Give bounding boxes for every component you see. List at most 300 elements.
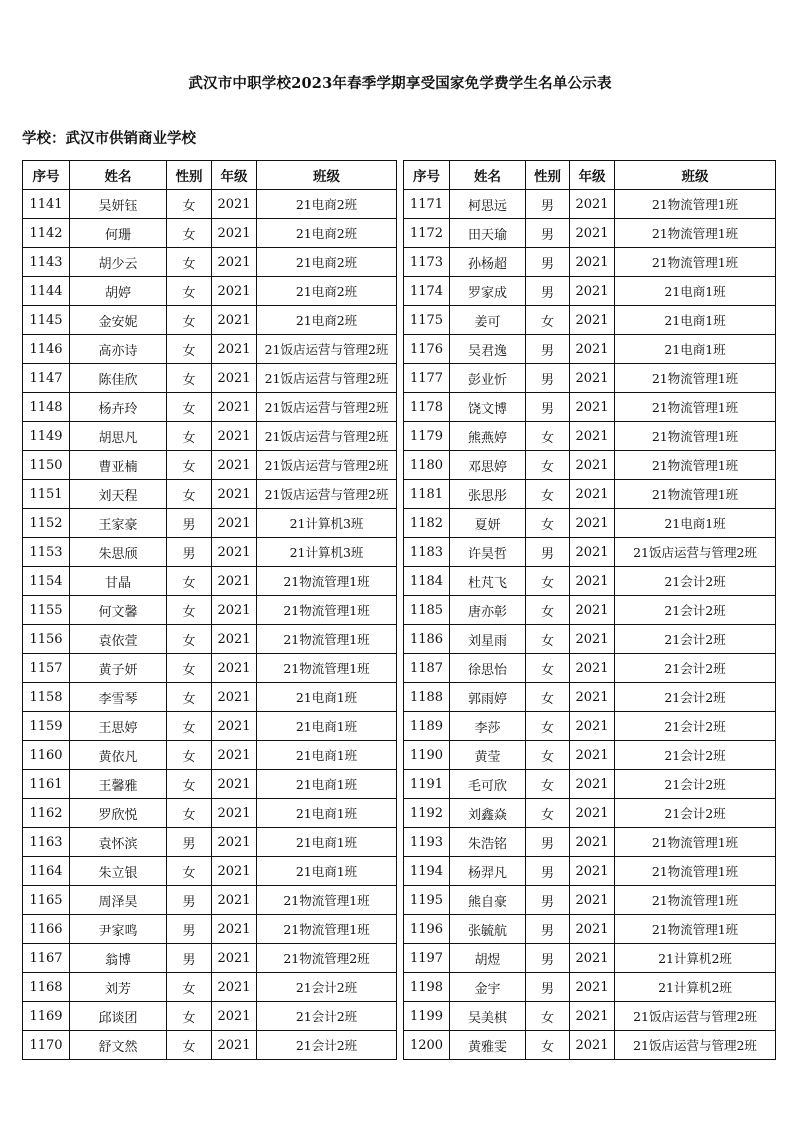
cell-class: 21会计2班 (615, 625, 776, 654)
cell-class: 21电商1班 (257, 770, 397, 799)
table-row (404, 625, 776, 654)
table-row (23, 857, 397, 886)
cell-class: 21会计2班 (615, 596, 776, 625)
cell-gender: 男 (526, 944, 570, 973)
cell-class: 21物流管理1班 (257, 654, 397, 683)
cell-gender: 女 (167, 277, 212, 306)
cell-gender: 男 (526, 393, 570, 422)
table-row (404, 1031, 776, 1060)
cell-grade: 2021 (570, 190, 615, 219)
cell-gender: 男 (526, 364, 570, 393)
cell-class: 21物流管理2班 (257, 944, 397, 973)
cell-gender: 男 (526, 248, 570, 277)
cell-class: 21饭店运营与管理2班 (257, 451, 397, 480)
table-row (23, 1031, 397, 1060)
cell-class: 21物流管理1班 (615, 886, 776, 915)
cell-grade: 2021 (570, 799, 615, 828)
cell-grade: 2021 (212, 944, 257, 973)
cell-name: 熊燕婷 (450, 422, 526, 451)
cell-name: 彭业忻 (450, 364, 526, 393)
cell-class: 21计算机3班 (257, 538, 397, 567)
cell-gender: 女 (167, 393, 212, 422)
cell-name: 李莎 (450, 712, 526, 741)
cell-gender: 女 (526, 683, 570, 712)
cell-name: 罗欣悦 (70, 799, 167, 828)
table-row (404, 480, 776, 509)
cell-grade: 2021 (212, 625, 257, 654)
cell-serial: 1170 (23, 1031, 70, 1060)
cell-class: 21电商1班 (257, 683, 397, 712)
table-row (23, 219, 397, 248)
table-header-row (404, 161, 776, 190)
cell-class: 21会计2班 (615, 683, 776, 712)
cell-name: 罗家成 (450, 277, 526, 306)
cell-name: 杜芃飞 (450, 567, 526, 596)
cell-name: 吴君逸 (450, 335, 526, 364)
table-row (404, 741, 776, 770)
cell-class: 21物流管理1班 (615, 451, 776, 480)
cell-serial: 1142 (23, 219, 70, 248)
cell-class: 21电商1班 (615, 335, 776, 364)
cell-gender: 女 (167, 973, 212, 1002)
table-row (404, 567, 776, 596)
cell-name: 袁怀滨 (70, 828, 167, 857)
cell-gender: 女 (167, 596, 212, 625)
cell-name: 王家豪 (70, 509, 167, 538)
cell-serial: 1180 (404, 451, 450, 480)
cell-serial: 1200 (404, 1031, 450, 1060)
cell-grade: 2021 (212, 915, 257, 944)
cell-gender: 女 (167, 683, 212, 712)
table-row (23, 422, 397, 451)
table-header-row (23, 161, 397, 190)
cell-name: 刘天程 (70, 480, 167, 509)
cell-class: 21计算机3班 (257, 509, 397, 538)
cell-grade: 2021 (212, 335, 257, 364)
cell-serial: 1156 (23, 625, 70, 654)
cell-gender: 女 (526, 509, 570, 538)
cell-serial: 1178 (404, 393, 450, 422)
cell-gender: 男 (526, 277, 570, 306)
cell-name: 陈佳欣 (70, 364, 167, 393)
cell-name: 邓思婷 (450, 451, 526, 480)
table-row (23, 596, 397, 625)
cell-class: 21饭店运营与管理2班 (615, 1002, 776, 1031)
cell-class: 21电商1班 (257, 712, 397, 741)
cell-grade: 2021 (212, 538, 257, 567)
table-row (23, 306, 397, 335)
cell-name: 胡婷 (70, 277, 167, 306)
cell-grade: 2021 (570, 567, 615, 596)
cell-serial: 1193 (404, 828, 450, 857)
cell-grade: 2021 (212, 422, 257, 451)
cell-serial: 1173 (404, 248, 450, 277)
cell-grade: 2021 (212, 248, 257, 277)
table-row (404, 973, 776, 1002)
table-row (404, 944, 776, 973)
cell-grade: 2021 (212, 364, 257, 393)
cell-name: 黄雅雯 (450, 1031, 526, 1060)
cell-gender: 女 (167, 857, 212, 886)
cell-grade: 2021 (570, 596, 615, 625)
cell-grade: 2021 (212, 596, 257, 625)
cell-name: 刘芳 (70, 973, 167, 1002)
cell-name: 金宇 (450, 973, 526, 1002)
table-row (404, 799, 776, 828)
cell-class: 21物流管理1班 (615, 828, 776, 857)
cell-class: 21物流管理1班 (257, 596, 397, 625)
cell-serial: 1143 (23, 248, 70, 277)
cell-gender: 女 (526, 654, 570, 683)
cell-gender: 女 (526, 770, 570, 799)
cell-grade: 2021 (212, 1002, 257, 1031)
cell-class: 21饭店运营与管理2班 (615, 1031, 776, 1060)
cell-class: 21会计2班 (615, 654, 776, 683)
cell-grade: 2021 (212, 509, 257, 538)
cell-serial: 1177 (404, 364, 450, 393)
cell-name: 金安妮 (70, 306, 167, 335)
cell-serial: 1175 (404, 306, 450, 335)
cell-serial: 1187 (404, 654, 450, 683)
cell-name: 胡思凡 (70, 422, 167, 451)
cell-gender: 男 (167, 538, 212, 567)
cell-class: 21会计2班 (257, 973, 397, 1002)
table-row (23, 770, 397, 799)
cell-name: 孙杨超 (450, 248, 526, 277)
cell-serial: 1166 (23, 915, 70, 944)
cell-class: 21物流管理1班 (615, 364, 776, 393)
cell-serial: 1172 (404, 219, 450, 248)
cell-gender: 女 (526, 712, 570, 741)
table-row (23, 451, 397, 480)
cell-serial: 1179 (404, 422, 450, 451)
cell-grade: 2021 (212, 219, 257, 248)
table-row (404, 1002, 776, 1031)
cell-serial: 1190 (404, 741, 450, 770)
header-gender: 性别 (167, 161, 212, 190)
cell-gender: 女 (167, 248, 212, 277)
cell-class: 21物流管理1班 (615, 915, 776, 944)
cell-gender: 女 (167, 654, 212, 683)
header-name: 姓名 (70, 161, 167, 190)
cell-class: 21电商1班 (257, 828, 397, 857)
cell-class: 21物流管理1班 (257, 886, 397, 915)
cell-gender: 女 (526, 799, 570, 828)
cell-class: 21计算机2班 (615, 973, 776, 1002)
cell-gender: 女 (167, 567, 212, 596)
cell-class: 21会计2班 (615, 770, 776, 799)
cell-class: 21饭店运营与管理2班 (257, 480, 397, 509)
table-row (404, 596, 776, 625)
cell-class: 21饭店运营与管理2班 (257, 422, 397, 451)
cell-grade: 2021 (212, 567, 257, 596)
cell-grade: 2021 (570, 335, 615, 364)
cell-name: 王思婷 (70, 712, 167, 741)
table-row (404, 828, 776, 857)
school-name: 学校：武汉市供销商业学校 (22, 130, 196, 147)
cell-serial: 1146 (23, 335, 70, 364)
cell-class: 21物流管理1班 (257, 567, 397, 596)
cell-class: 21会计2班 (257, 1002, 397, 1031)
cell-name: 刘星雨 (450, 625, 526, 654)
cell-serial: 1155 (23, 596, 70, 625)
cell-class: 21饭店运营与管理2班 (615, 538, 776, 567)
table-row (23, 828, 397, 857)
cell-name: 朱思颀 (70, 538, 167, 567)
cell-class: 21物流管理1班 (615, 248, 776, 277)
cell-serial: 1151 (23, 480, 70, 509)
cell-gender: 女 (526, 596, 570, 625)
cell-grade: 2021 (570, 219, 615, 248)
table-row (404, 915, 776, 944)
cell-name: 周泽昊 (70, 886, 167, 915)
cell-grade: 2021 (570, 683, 615, 712)
cell-name: 高亦诗 (70, 335, 167, 364)
cell-name: 舒文然 (70, 1031, 167, 1060)
cell-serial: 1191 (404, 770, 450, 799)
table-row (23, 712, 397, 741)
cell-gender: 女 (167, 306, 212, 335)
cell-grade: 2021 (212, 683, 257, 712)
table-row (23, 799, 397, 828)
table-row (23, 567, 397, 596)
cell-gender: 女 (167, 741, 212, 770)
cell-serial: 1152 (23, 509, 70, 538)
cell-serial: 1199 (404, 1002, 450, 1031)
cell-grade: 2021 (570, 393, 615, 422)
table-row (404, 886, 776, 915)
cell-class: 21饭店运营与管理2班 (257, 335, 397, 364)
table-row (404, 654, 776, 683)
cell-name: 吴美棋 (450, 1002, 526, 1031)
cell-gender: 女 (167, 1031, 212, 1060)
cell-serial: 1196 (404, 915, 450, 944)
cell-serial: 1157 (23, 654, 70, 683)
cell-grade: 2021 (570, 509, 615, 538)
cell-class: 21会计2班 (615, 567, 776, 596)
cell-name: 胡少云 (70, 248, 167, 277)
table-row (23, 625, 397, 654)
cell-serial: 1159 (23, 712, 70, 741)
cell-gender: 女 (526, 1031, 570, 1060)
cell-serial: 1197 (404, 944, 450, 973)
cell-serial: 1153 (23, 538, 70, 567)
cell-serial: 1184 (404, 567, 450, 596)
cell-serial: 1158 (23, 683, 70, 712)
cell-gender: 男 (167, 944, 212, 973)
header-name: 姓名 (450, 161, 526, 190)
cell-gender: 男 (167, 915, 212, 944)
table-row (404, 712, 776, 741)
header-serial: 序号 (23, 161, 70, 190)
cell-gender: 女 (526, 451, 570, 480)
table-row (23, 683, 397, 712)
cell-grade: 2021 (570, 944, 615, 973)
cell-gender: 女 (526, 1002, 570, 1031)
cell-name: 郭雨婷 (450, 683, 526, 712)
cell-gender: 男 (526, 828, 570, 857)
cell-gender: 男 (526, 335, 570, 364)
cell-grade: 2021 (570, 306, 615, 335)
cell-serial: 1145 (23, 306, 70, 335)
table-row (404, 393, 776, 422)
cell-class: 21电商2班 (257, 248, 397, 277)
cell-serial: 1174 (404, 277, 450, 306)
cell-name: 柯思远 (450, 190, 526, 219)
cell-name: 翁博 (70, 944, 167, 973)
table-row (23, 509, 397, 538)
cell-serial: 1163 (23, 828, 70, 857)
table-row (23, 248, 397, 277)
cell-name: 袁依萱 (70, 625, 167, 654)
cell-class: 21饭店运营与管理2班 (257, 393, 397, 422)
cell-serial: 1181 (404, 480, 450, 509)
table-row (23, 190, 397, 219)
cell-name: 邱谈团 (70, 1002, 167, 1031)
cell-grade: 2021 (570, 741, 615, 770)
cell-grade: 2021 (570, 857, 615, 886)
cell-grade: 2021 (212, 1031, 257, 1060)
cell-name: 夏妍 (450, 509, 526, 538)
cell-serial: 1169 (23, 1002, 70, 1031)
table-row (23, 277, 397, 306)
cell-gender: 男 (526, 973, 570, 1002)
cell-serial: 1185 (404, 596, 450, 625)
cell-class: 21电商1班 (257, 799, 397, 828)
cell-name: 曹亚楠 (70, 451, 167, 480)
cell-grade: 2021 (570, 277, 615, 306)
cell-name: 张思彤 (450, 480, 526, 509)
cell-gender: 女 (526, 306, 570, 335)
cell-class: 21饭店运营与管理2班 (257, 364, 397, 393)
table-row (404, 683, 776, 712)
cell-grade: 2021 (212, 190, 257, 219)
cell-grade: 2021 (570, 625, 615, 654)
cell-grade: 2021 (570, 1002, 615, 1031)
cell-serial: 1195 (404, 886, 450, 915)
cell-grade: 2021 (570, 364, 615, 393)
cell-serial: 1192 (404, 799, 450, 828)
cell-grade: 2021 (212, 393, 257, 422)
cell-name: 李雪琴 (70, 683, 167, 712)
cell-gender: 女 (167, 770, 212, 799)
table-row (404, 277, 776, 306)
cell-serial: 1160 (23, 741, 70, 770)
cell-serial: 1165 (23, 886, 70, 915)
cell-gender: 男 (526, 857, 570, 886)
cell-gender: 男 (526, 219, 570, 248)
cell-name: 何珊 (70, 219, 167, 248)
cell-grade: 2021 (212, 799, 257, 828)
cell-serial: 1144 (23, 277, 70, 306)
cell-grade: 2021 (570, 886, 615, 915)
cell-grade: 2021 (212, 277, 257, 306)
table-row (23, 480, 397, 509)
cell-grade: 2021 (212, 712, 257, 741)
cell-serial: 1176 (404, 335, 450, 364)
cell-serial: 1194 (404, 857, 450, 886)
cell-gender: 女 (526, 741, 570, 770)
cell-gender: 男 (167, 828, 212, 857)
cell-grade: 2021 (212, 973, 257, 1002)
cell-gender: 男 (526, 538, 570, 567)
cell-name: 何文馨 (70, 596, 167, 625)
cell-gender: 男 (167, 886, 212, 915)
cell-name: 毛可欣 (450, 770, 526, 799)
cell-grade: 2021 (570, 712, 615, 741)
table-row (23, 654, 397, 683)
cell-serial: 1183 (404, 538, 450, 567)
cell-serial: 1141 (23, 190, 70, 219)
cell-serial: 1148 (23, 393, 70, 422)
cell-gender: 女 (167, 451, 212, 480)
table-row (404, 422, 776, 451)
cell-class: 21电商2班 (257, 306, 397, 335)
cell-gender: 女 (526, 625, 570, 654)
cell-gender: 女 (167, 219, 212, 248)
cell-class: 21电商2班 (257, 190, 397, 219)
cell-gender: 女 (167, 1002, 212, 1031)
cell-serial: 1186 (404, 625, 450, 654)
table-row (23, 944, 397, 973)
cell-name: 黄莹 (450, 741, 526, 770)
cell-serial: 1188 (404, 683, 450, 712)
cell-serial: 1182 (404, 509, 450, 538)
cell-name: 唐亦彰 (450, 596, 526, 625)
cell-serial: 1147 (23, 364, 70, 393)
cell-class: 21电商2班 (257, 219, 397, 248)
table-row (23, 364, 397, 393)
cell-serial: 1189 (404, 712, 450, 741)
table-row (404, 248, 776, 277)
table-row (23, 915, 397, 944)
table-row (404, 364, 776, 393)
page-title: 武汉市中职学校2023年春季学期享受国家免学费学生名单公示表 (188, 75, 612, 92)
cell-name: 杨卉玲 (70, 393, 167, 422)
cell-name: 尹家鸣 (70, 915, 167, 944)
cell-grade: 2021 (212, 770, 257, 799)
cell-gender: 女 (526, 480, 570, 509)
table-row (404, 190, 776, 219)
cell-name: 刘鑫焱 (450, 799, 526, 828)
cell-class: 21会计2班 (615, 712, 776, 741)
cell-gender: 女 (167, 422, 212, 451)
cell-name: 田天瑜 (450, 219, 526, 248)
cell-grade: 2021 (570, 1031, 615, 1060)
cell-name: 饶文博 (450, 393, 526, 422)
cell-grade: 2021 (570, 654, 615, 683)
header-grade: 年级 (570, 161, 615, 190)
cell-serial: 1150 (23, 451, 70, 480)
roster-table-left (22, 160, 397, 1060)
cell-grade: 2021 (212, 828, 257, 857)
cell-name: 吴妍钰 (70, 190, 167, 219)
cell-grade: 2021 (570, 915, 615, 944)
cell-grade: 2021 (212, 857, 257, 886)
cell-gender: 男 (526, 886, 570, 915)
cell-name: 朱浩铭 (450, 828, 526, 857)
cell-name: 王馨雅 (70, 770, 167, 799)
cell-grade: 2021 (570, 422, 615, 451)
cell-grade: 2021 (570, 248, 615, 277)
cell-class: 21电商1班 (615, 306, 776, 335)
cell-grade: 2021 (570, 973, 615, 1002)
header-serial: 序号 (404, 161, 450, 190)
cell-class: 21电商2班 (257, 277, 397, 306)
cell-gender: 女 (526, 422, 570, 451)
cell-class: 21电商1班 (615, 509, 776, 538)
cell-class: 21物流管理1班 (615, 480, 776, 509)
